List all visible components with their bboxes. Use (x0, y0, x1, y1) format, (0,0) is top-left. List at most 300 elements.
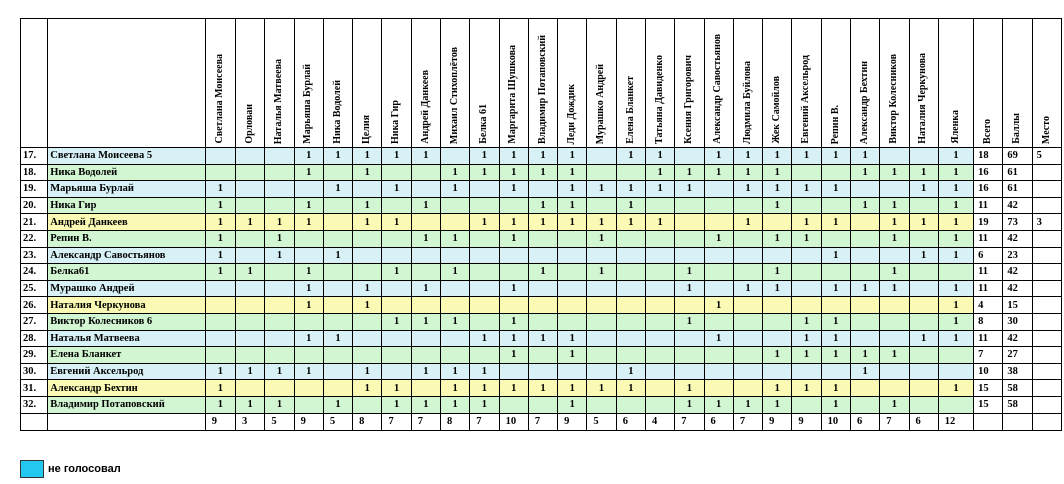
vote-cell (382, 297, 411, 314)
vote-cell: 1 (411, 148, 440, 165)
column-header (499, 19, 528, 148)
total-cell: 4 (974, 297, 1003, 314)
vote-cell (880, 380, 909, 397)
vote-cell: 1 (880, 164, 909, 181)
column-header (645, 19, 674, 148)
vote-cell (528, 347, 557, 364)
vote-cell: 1 (382, 148, 411, 165)
vote-cell: 1 (821, 280, 850, 297)
vote-cell: 1 (821, 330, 850, 347)
vote-cell (382, 230, 411, 247)
column-header-label: Михаил Стихоплётов (448, 46, 460, 144)
vote-cell: 1 (704, 230, 733, 247)
vote-cell (499, 264, 528, 281)
vote-cell: 1 (558, 181, 587, 198)
table-row (21, 214, 1062, 231)
vote-cell: 1 (441, 380, 470, 397)
vote-cell: 1 (909, 164, 938, 181)
vote-cell (645, 264, 674, 281)
vote-cell: 1 (821, 313, 850, 330)
vote-cell (528, 280, 557, 297)
vote-cell (294, 247, 323, 264)
vote-cell (938, 347, 973, 364)
vote-cell: 1 (909, 181, 938, 198)
vote-cell: 1 (558, 396, 587, 413)
vote-cell (499, 197, 528, 214)
vote-cell (441, 297, 470, 314)
vote-cell (265, 148, 294, 165)
vote-cell (763, 214, 792, 231)
vote-cell: 1 (792, 380, 821, 397)
vote-cell: 1 (645, 181, 674, 198)
vote-cell (236, 148, 265, 165)
vote-cell: 1 (323, 330, 352, 347)
vote-cell: 1 (821, 247, 850, 264)
vote-cell: 1 (441, 230, 470, 247)
vote-cell: 1 (382, 380, 411, 397)
vote-cell (587, 297, 616, 314)
participant-name: Александр Бехтин (48, 380, 206, 397)
place-cell: 3 (1032, 214, 1061, 231)
participant-name: Наталия Черкунова (48, 297, 206, 314)
participant-name: Виктор Колесников 6 (48, 313, 206, 330)
table-row (21, 396, 1062, 413)
vote-cell: 1 (265, 214, 294, 231)
vote-cell (909, 313, 938, 330)
vote-cell: 1 (411, 363, 440, 380)
vote-cell: 1 (382, 396, 411, 413)
vote-cell: 1 (528, 197, 557, 214)
vote-cell (499, 396, 528, 413)
vote-cell (470, 230, 499, 247)
vote-cell (792, 247, 821, 264)
vote-cell (470, 181, 499, 198)
column-header (1003, 19, 1032, 148)
footer-count: 7 (411, 413, 440, 430)
vote-cell: 1 (938, 297, 973, 314)
vote-cell (821, 230, 850, 247)
vote-cell: 1 (909, 330, 938, 347)
vote-cell (411, 264, 440, 281)
vote-cell: 1 (236, 264, 265, 281)
column-header (675, 19, 704, 148)
vote-cell: 1 (528, 380, 557, 397)
points-cell: 73 (1003, 214, 1032, 231)
footer-count: 7 (470, 413, 499, 430)
participant-name: Наталья Матвеева (48, 330, 206, 347)
column-header-label: Леди Дождик (566, 83, 578, 144)
vote-cell: 1 (616, 363, 645, 380)
vote-cell (236, 164, 265, 181)
vote-cell: 1 (792, 330, 821, 347)
table-row (21, 313, 1062, 330)
vote-cell (441, 148, 470, 165)
vote-cell: 1 (205, 380, 235, 397)
footer-count: 10 (821, 413, 850, 430)
vote-cell: 1 (353, 363, 382, 380)
vote-cell: 1 (645, 148, 674, 165)
table-row (21, 347, 1062, 364)
vote-cell: 1 (704, 164, 733, 181)
vote-cell (909, 396, 938, 413)
vote-cell: 1 (205, 396, 235, 413)
vote-cell (792, 264, 821, 281)
vote-cell: 1 (265, 396, 294, 413)
vote-cell (205, 297, 235, 314)
vote-cell (587, 347, 616, 364)
vote-cell (236, 230, 265, 247)
vote-cell: 1 (938, 164, 973, 181)
vote-cell (792, 396, 821, 413)
vote-cell: 1 (645, 164, 674, 181)
row-number: 24. (21, 264, 48, 281)
vote-cell (411, 297, 440, 314)
vote-cell: 1 (763, 164, 792, 181)
vote-cell: 1 (558, 347, 587, 364)
column-header (528, 19, 557, 148)
vote-cell: 1 (675, 380, 704, 397)
vote-cell (792, 164, 821, 181)
vote-cell (470, 347, 499, 364)
vote-cell: 1 (616, 181, 645, 198)
footer-count: 8 (441, 413, 470, 430)
column-header-label: Целия (361, 115, 373, 144)
vote-cell (236, 380, 265, 397)
vote-cell (528, 363, 557, 380)
vote-cell (236, 347, 265, 364)
vote-cell: 1 (265, 247, 294, 264)
column-header-label: Ника Водолей (331, 80, 343, 144)
footer-empty (48, 413, 206, 430)
place-cell (1032, 247, 1061, 264)
vote-cell (558, 363, 587, 380)
row-number: 22. (21, 230, 48, 247)
vote-cell (587, 363, 616, 380)
vote-cell (411, 330, 440, 347)
vote-cell: 1 (382, 313, 411, 330)
vote-cell: 1 (558, 214, 587, 231)
legend-swatch (20, 460, 44, 478)
table-row (21, 197, 1062, 214)
vote-cell: 1 (733, 214, 762, 231)
vote-cell: 1 (558, 330, 587, 347)
vote-cell (821, 264, 850, 281)
footer-empty (21, 413, 48, 430)
vote-cell (323, 380, 352, 397)
column-header-label: Жек Самойлов (770, 76, 782, 144)
participant-name: Ника Водолей (48, 164, 206, 181)
vote-cell (587, 313, 616, 330)
vote-cell (880, 181, 909, 198)
vote-cell: 1 (353, 148, 382, 165)
points-cell: 42 (1003, 280, 1032, 297)
footer-count: 9 (792, 413, 821, 430)
place-cell (1032, 197, 1061, 214)
vote-cell (675, 148, 704, 165)
vote-cell: 1 (733, 280, 762, 297)
vote-cell: 1 (792, 214, 821, 231)
total-cell: 15 (974, 380, 1003, 397)
vote-cell (353, 313, 382, 330)
vote-cell (704, 264, 733, 281)
vote-cell (645, 363, 674, 380)
row-number: 31. (21, 380, 48, 397)
vote-cell (587, 280, 616, 297)
place-cell (1032, 330, 1061, 347)
vote-cell: 1 (938, 380, 973, 397)
vote-cell: 1 (323, 181, 352, 198)
vote-cell: 1 (792, 230, 821, 247)
vote-cell: 1 (353, 297, 382, 314)
vote-cell: 1 (821, 181, 850, 198)
vote-cell: 1 (353, 214, 382, 231)
vote-cell: 1 (880, 280, 909, 297)
vote-cell (850, 396, 879, 413)
vote-cell: 1 (704, 330, 733, 347)
vote-cell: 1 (880, 230, 909, 247)
vote-cell: 1 (558, 164, 587, 181)
vote-cell (499, 363, 528, 380)
row-number: 28. (21, 330, 48, 347)
vote-cell (353, 181, 382, 198)
total-cell: 16 (974, 164, 1003, 181)
vote-cell (205, 148, 235, 165)
vote-cell: 1 (323, 148, 352, 165)
vote-cell (645, 297, 674, 314)
column-header (616, 19, 645, 148)
column-header (1032, 19, 1061, 148)
vote-cell: 1 (675, 280, 704, 297)
place-cell (1032, 396, 1061, 413)
vote-cell (704, 181, 733, 198)
vote-cell: 1 (938, 230, 973, 247)
column-header-label: Репин В. (829, 104, 841, 144)
vote-cell (616, 164, 645, 181)
vote-cell (353, 347, 382, 364)
column-header (558, 19, 587, 148)
vote-cell: 1 (616, 380, 645, 397)
vote-cell: 1 (470, 214, 499, 231)
footer-count: 7 (880, 413, 909, 430)
vote-cell: 1 (938, 280, 973, 297)
vote-cell (265, 330, 294, 347)
vote-cell: 1 (294, 164, 323, 181)
footer-count: 9 (205, 413, 235, 430)
vote-cell: 1 (558, 380, 587, 397)
participant-name: Евгений Аксельрод (48, 363, 206, 380)
column-header (411, 19, 440, 148)
vote-cell (323, 264, 352, 281)
total-cell: 11 (974, 280, 1003, 297)
footer-count: 6 (909, 413, 938, 430)
place-cell (1032, 280, 1061, 297)
vote-cell (675, 297, 704, 314)
participant-name: Белка61 (48, 264, 206, 281)
vote-cell: 1 (499, 164, 528, 181)
vote-cell (909, 347, 938, 364)
vote-cell (880, 313, 909, 330)
vote-cell: 1 (411, 197, 440, 214)
vote-cell (528, 181, 557, 198)
vote-cell (382, 330, 411, 347)
vote-cell (587, 164, 616, 181)
vote-cell (645, 197, 674, 214)
footer-count: 7 (733, 413, 762, 430)
column-header (974, 19, 1003, 148)
row-number: 21. (21, 214, 48, 231)
vote-cell (792, 363, 821, 380)
total-cell: 15 (974, 396, 1003, 413)
vote-cell: 1 (587, 264, 616, 281)
total-cell: 16 (974, 181, 1003, 198)
column-header (323, 19, 352, 148)
vote-cell: 1 (499, 214, 528, 231)
vote-cell: 1 (382, 181, 411, 198)
vote-cell (528, 396, 557, 413)
column-header-label: Наталия Черкунова (917, 53, 929, 144)
vote-cell: 1 (411, 280, 440, 297)
participant-name: Светлана Моисеева 5 (48, 148, 206, 165)
vote-cell (411, 347, 440, 364)
vote-cell: 1 (411, 230, 440, 247)
vote-cell (353, 396, 382, 413)
vote-cell: 1 (441, 264, 470, 281)
place-cell (1032, 230, 1061, 247)
vote-cell (880, 148, 909, 165)
vote-cell (558, 247, 587, 264)
vote-cell (763, 330, 792, 347)
vote-cell (353, 330, 382, 347)
vote-cell: 1 (763, 380, 792, 397)
vote-cell (675, 330, 704, 347)
vote-cell: 1 (205, 247, 235, 264)
vote-cell (558, 297, 587, 314)
vote-cell (880, 247, 909, 264)
vote-cell (850, 247, 879, 264)
vote-cell (616, 297, 645, 314)
vote-cell (733, 380, 762, 397)
vote-cell: 1 (499, 230, 528, 247)
vote-cell (323, 197, 352, 214)
row-number: 18. (21, 164, 48, 181)
footer-empty (974, 413, 1003, 430)
participant-name: Ника Гир (48, 197, 206, 214)
vote-cell: 1 (909, 214, 938, 231)
column-header-label: Евгений Аксельрод (800, 55, 812, 144)
row-number: 17. (21, 148, 48, 165)
vote-cell: 1 (850, 148, 879, 165)
vote-cell (205, 313, 235, 330)
vote-cell (850, 330, 879, 347)
column-header (763, 19, 792, 148)
table-row (21, 297, 1062, 314)
vote-cell: 1 (938, 148, 973, 165)
vote-cell (411, 214, 440, 231)
total-cell: 11 (974, 230, 1003, 247)
vote-cell: 1 (704, 148, 733, 165)
vote-cell (265, 280, 294, 297)
vote-cell: 1 (558, 148, 587, 165)
vote-cell (763, 363, 792, 380)
vote-cell (704, 197, 733, 214)
vote-cell (411, 247, 440, 264)
vote-cell (441, 197, 470, 214)
vote-cell (938, 396, 973, 413)
vote-cell: 1 (880, 264, 909, 281)
table-row (21, 230, 1062, 247)
vote-cell: 1 (205, 181, 235, 198)
vote-cell: 1 (528, 214, 557, 231)
vote-cell: 1 (499, 347, 528, 364)
points-cell: 61 (1003, 164, 1032, 181)
table-row (21, 164, 1062, 181)
vote-cell: 1 (821, 380, 850, 397)
vote-cell: 1 (938, 181, 973, 198)
vote-cell (323, 363, 352, 380)
vote-cell: 1 (323, 247, 352, 264)
vote-cell: 1 (353, 380, 382, 397)
participant-name: Елена Бланкет (48, 347, 206, 364)
vote-cell (558, 280, 587, 297)
vote-cell (411, 164, 440, 181)
table-row (21, 264, 1062, 281)
vote-cell (499, 297, 528, 314)
vote-cell (558, 264, 587, 281)
vote-cell (909, 197, 938, 214)
vote-cell: 1 (441, 396, 470, 413)
vote-cell (294, 380, 323, 397)
vote-cell: 1 (323, 396, 352, 413)
vote-cell (704, 214, 733, 231)
column-header-label: Татьяна Давиденко (653, 55, 665, 144)
vote-cell: 1 (733, 148, 762, 165)
vote-cell (265, 347, 294, 364)
vote-cell (616, 330, 645, 347)
vote-cell: 1 (294, 197, 323, 214)
total-cell: 19 (974, 214, 1003, 231)
vote-cell: 1 (294, 363, 323, 380)
points-cell: 38 (1003, 363, 1032, 380)
vote-cell (880, 330, 909, 347)
vote-cell (236, 247, 265, 264)
vote-cell: 1 (470, 380, 499, 397)
points-cell: 61 (1003, 181, 1032, 198)
vote-cell: 1 (763, 264, 792, 281)
footer-count: 5 (587, 413, 616, 430)
vote-cell (236, 313, 265, 330)
vote-cell: 1 (792, 347, 821, 364)
vote-cell: 1 (704, 396, 733, 413)
vote-cell (323, 164, 352, 181)
vote-cell: 1 (645, 214, 674, 231)
row-number: 20. (21, 197, 48, 214)
footer-count: 7 (528, 413, 557, 430)
vote-cell (850, 181, 879, 198)
vote-cell (880, 297, 909, 314)
vote-cell: 1 (294, 297, 323, 314)
vote-cell: 1 (909, 247, 938, 264)
vote-cell (205, 164, 235, 181)
place-cell (1032, 164, 1061, 181)
vote-cell (850, 230, 879, 247)
vote-cell: 1 (382, 214, 411, 231)
column-header-label: Владимир Потаповский (536, 34, 548, 144)
column-header-label: Виктор Колесников (888, 54, 900, 144)
vote-cell (323, 280, 352, 297)
vote-cell: 1 (850, 347, 879, 364)
vote-cell (733, 330, 762, 347)
table-row (21, 148, 1062, 165)
